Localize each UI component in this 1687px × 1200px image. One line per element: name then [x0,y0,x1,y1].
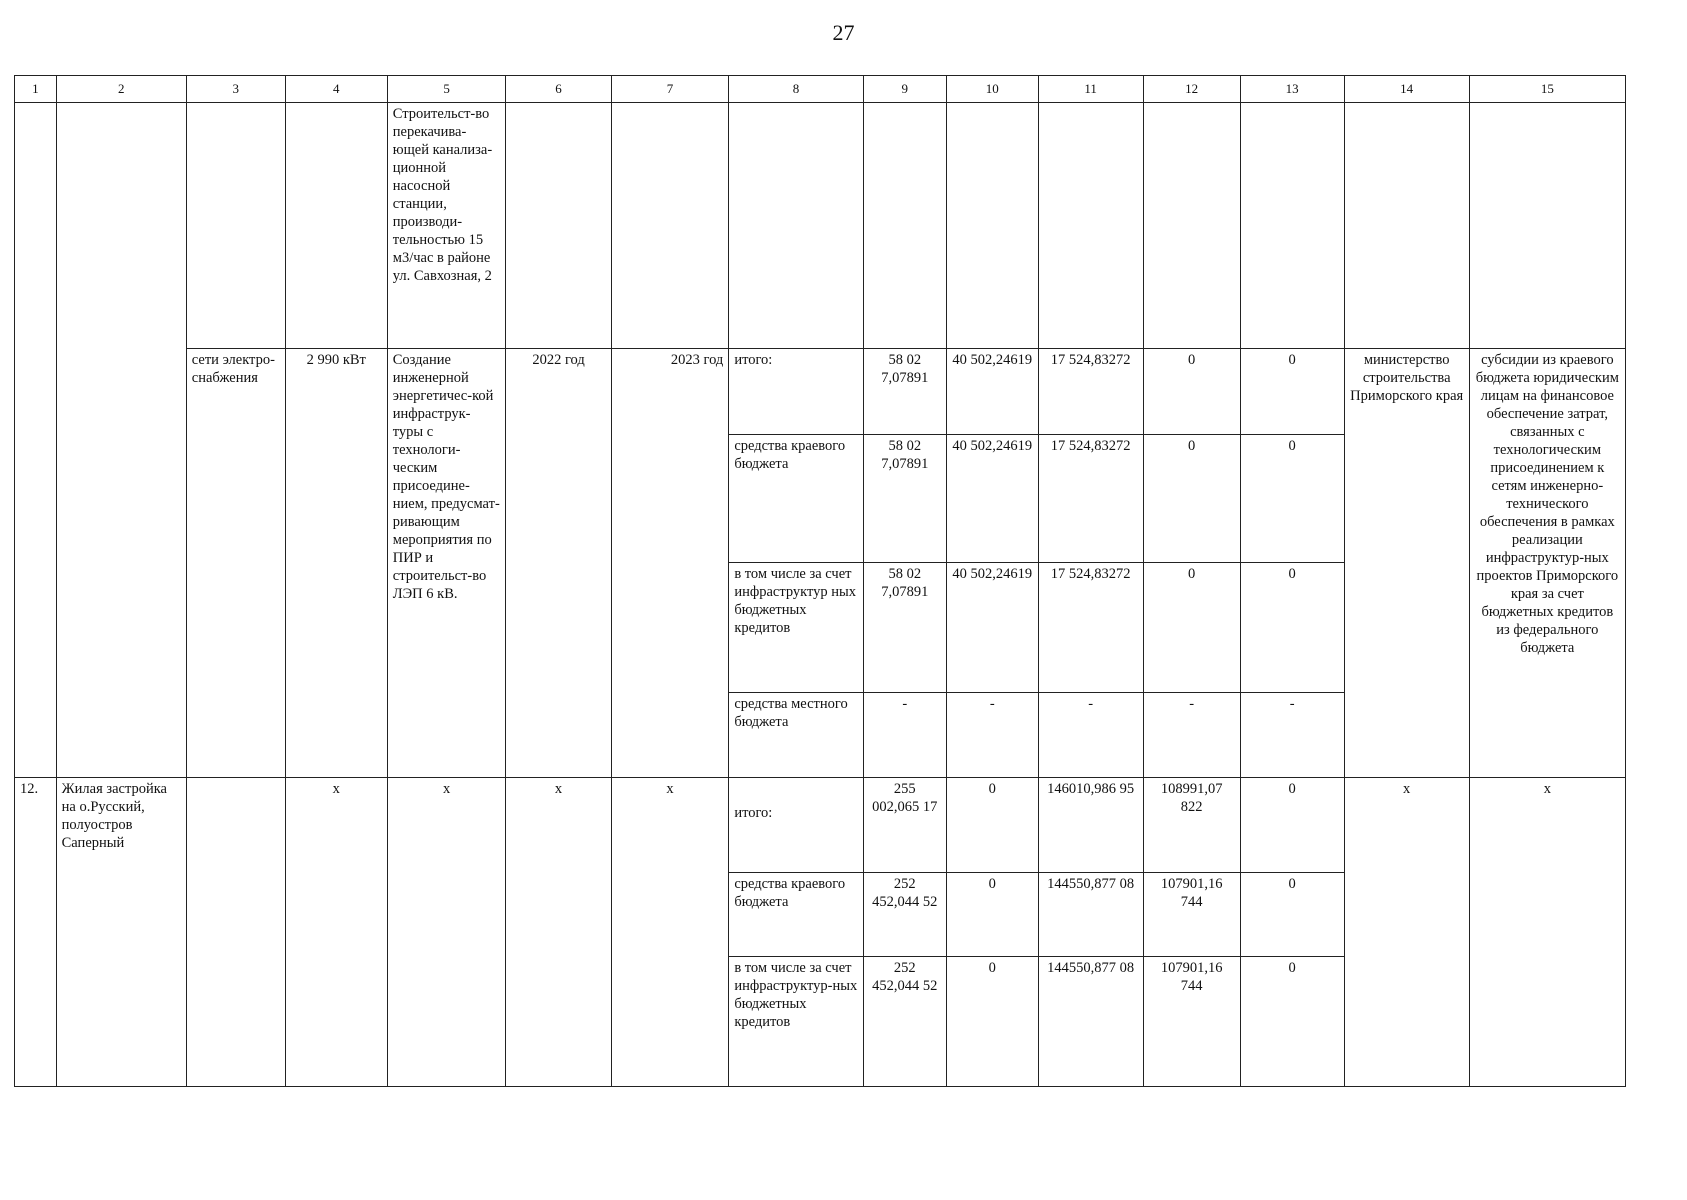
value-col11: 17 524,83272 [1038,563,1143,693]
cell-empty [186,778,285,1087]
capacity: 2 990 кВт [285,349,387,778]
value-col13: 0 [1240,778,1344,873]
cell-empty [15,103,57,778]
value-col10: - [946,693,1038,778]
object-type: сети электро-снабжения [186,349,285,778]
column-number: 1 [15,76,57,103]
value-col9: - [863,693,946,778]
row-number: 12. [15,778,57,1087]
value-col12: 0 [1143,435,1240,563]
cell-empty [506,103,611,349]
program-table [14,75,1626,1087]
cell-empty [863,103,946,349]
funding-source: средства местного бюджета [729,693,863,778]
value-col13: 0 [1240,349,1344,435]
value-col11: 17 524,83272 [1038,435,1143,563]
value-col10: 40 502,24619 [946,349,1038,435]
start-year: 2022 год [506,349,611,778]
value-col11: 144550,877 08 [1038,873,1143,957]
value-col10: 0 [946,778,1038,873]
column-number: 5 [387,76,506,103]
value-col10: 0 [946,873,1038,957]
value-col11: 144550,877 08 [1038,957,1143,1087]
column-number: 2 [56,76,186,103]
value-col13: 0 [1240,873,1344,957]
cell-empty [1038,103,1143,349]
column-number: 8 [729,76,863,103]
column-number: 12 [1143,76,1240,103]
funding-source: средства краевого бюджета [729,435,863,563]
value-col13: - [1240,693,1344,778]
value-col9: 255 002,065 17 [863,778,946,873]
column-number: 7 [611,76,729,103]
column-number: 6 [506,76,611,103]
column-number: 10 [946,76,1038,103]
value-col12: 107901,16 744 [1143,957,1240,1087]
value-col13: 0 [1240,957,1344,1087]
page-number: 27 [832,20,855,45]
cell-empty [285,103,387,349]
value-col12: 108991,07 822 [1143,778,1240,873]
value-col9: 58 02 7,07891 [863,435,946,563]
column-number: 13 [1240,76,1344,103]
responsible-ministry: министерство строительства Приморского края [1344,349,1469,778]
value-col10: 40 502,24619 [946,435,1038,563]
value-col11: 146010,986 95 [1038,778,1143,873]
cell-empty [946,103,1038,349]
value-col12: 0 [1143,563,1240,693]
value-col9: 58 02 7,07891 [863,349,946,435]
measure-description: Создание инженерной энергетичес-кой инфраструк-туры с технологи-ческим присоедине-нием, предусмат-ривающим мероприятия по ПИР и строительст-во ЛЭП 6 кВ. [387,349,506,778]
value-col11: - [1038,693,1143,778]
funding-source: в том числе за счет инфраструктур-ных бюджетных кредитов [729,957,863,1087]
value-col13: 0 [1240,435,1344,563]
cell-empty [56,103,186,778]
cell-empty [1143,103,1240,349]
column-number: 9 [863,76,946,103]
measure-description: х [387,778,506,1087]
capacity: х [285,778,387,1087]
column-number: 3 [186,76,285,103]
cell-empty [1469,103,1625,349]
table-row [15,778,1626,873]
cell-empty [1240,103,1344,349]
responsible-ministry: х [1344,778,1469,1087]
value-col12: 107901,16 744 [1143,873,1240,957]
cell-empty [186,103,285,349]
funding-source: итого: [729,349,863,435]
column-number-row [15,76,1626,103]
start-year: х [506,778,611,1087]
column-number: 4 [285,76,387,103]
value-col10: 40 502,24619 [946,563,1038,693]
cell-empty [611,103,729,349]
end-year: 2023 год [611,349,729,778]
table-row [15,103,1626,349]
project-name: Жилая застройка на о.Русский, полуостров Саперный [56,778,186,1087]
cell-empty [1344,103,1469,349]
funding-source: средства краевого бюджета [729,873,863,957]
cell-empty [729,103,863,349]
value-col9: 252 452,044 52 [863,957,946,1087]
value-col11: 17 524,83272 [1038,349,1143,435]
value-col10: 0 [946,957,1038,1087]
funding-note: х [1469,778,1625,1087]
column-number: 15 [1469,76,1625,103]
value-col9: 252 452,044 52 [863,873,946,957]
measure-description: Строительст-во перекачива-ющей канализа-ционной насосной станции, производи-тельностью 15 м3/час в районе ул. Савхозная, 2 [387,103,506,349]
column-number: 11 [1038,76,1143,103]
funding-source: в том числе за счет инфраструктур ных бюджетных кредитов [729,563,863,693]
funding-note: субсидии из краевого бюджета юридическим лицам на финансовое обеспечение затрат, связанных с технологическим присоединением к сетям инженерно-технического обеспечения в рамках реализации инфраструктур-ных проектов Приморского края за счет бюджетных кредитов из федерального бюджета [1469,349,1625,778]
end-year: х [611,778,729,1087]
value-col12: 0 [1143,349,1240,435]
table-row [15,349,1626,435]
value-col13: 0 [1240,563,1344,693]
value-col9: 58 02 7,07891 [863,563,946,693]
funding-source: итого: [729,778,863,873]
value-col12: - [1143,693,1240,778]
column-number: 14 [1344,76,1469,103]
